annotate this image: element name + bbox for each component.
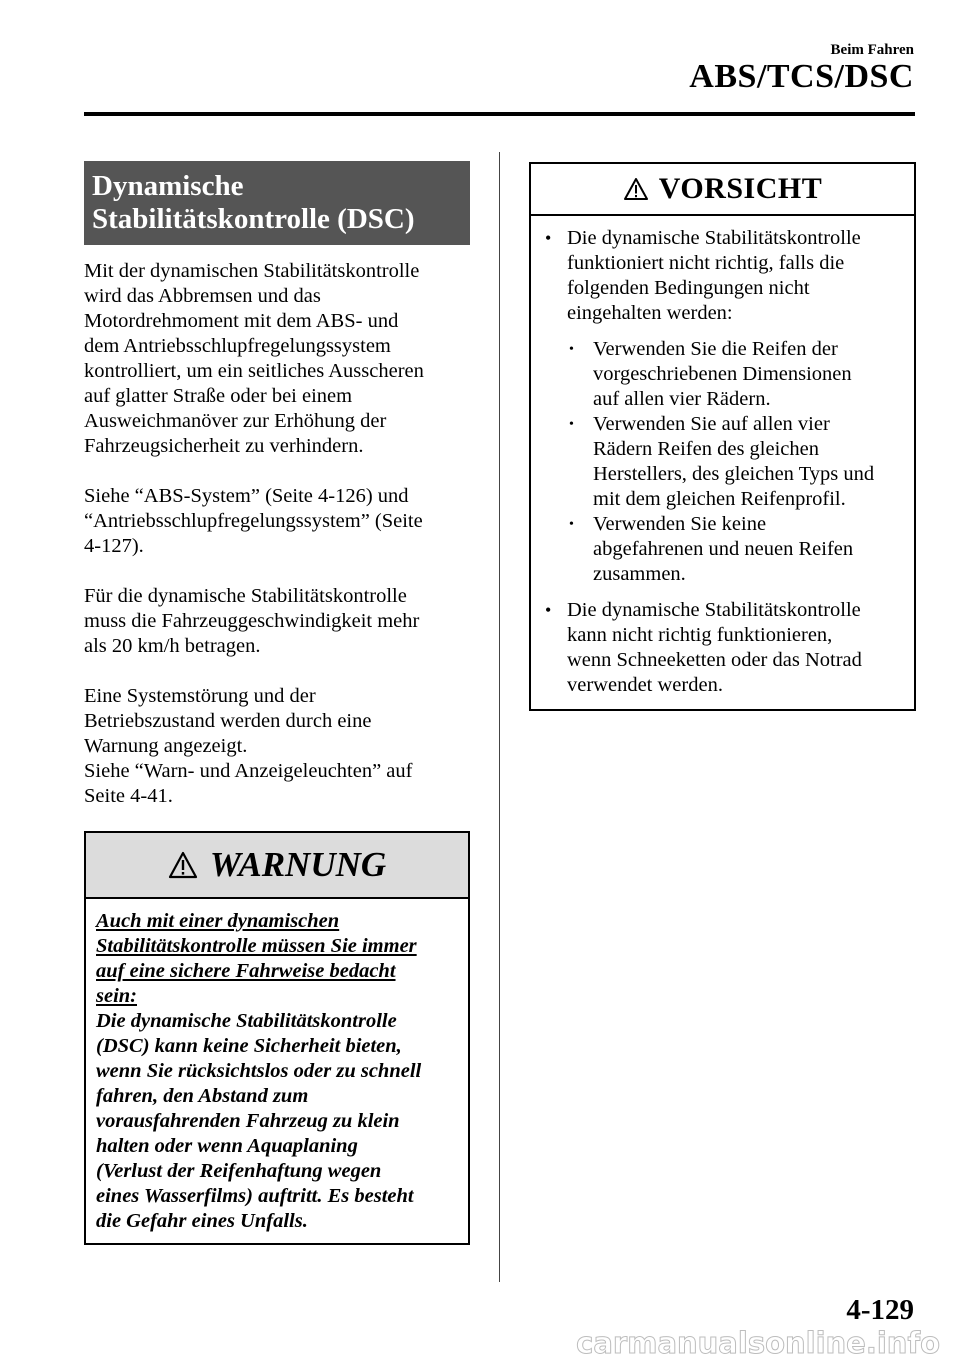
text-line: Für die dynamische Stabilitätskontrolle: [84, 585, 407, 607]
caution-line: Verwenden Sie auf allen vier: [593, 413, 830, 435]
caution-line: eingehalten werden:: [567, 302, 733, 324]
paragraph: [84, 584, 470, 659]
sub-bullet-icon: •: [569, 342, 574, 357]
section-title-line: Stabilitätskontrolle (DSC): [92, 203, 415, 235]
text-line: Mit der dynamischen Stabilitätskontrolle: [84, 260, 420, 282]
text-line: “Antriebsschlupfregelungssystem” (Seite: [84, 510, 423, 532]
warning-triangle-icon: [168, 851, 198, 879]
caution-line: verwendet werden.: [567, 674, 723, 696]
warning-label: WARNUNG: [209, 845, 387, 884]
caution-line: Rädern Reifen des gleichen: [593, 438, 819, 460]
paragraph: [84, 684, 470, 809]
caution-box: [529, 162, 916, 711]
caution-line: Herstellers, des gleichen Typs und: [593, 463, 875, 485]
column-divider: [499, 152, 500, 1282]
bullet-icon: •: [545, 600, 552, 620]
warning-line: (Verlust der Reifenhaftung wegen: [96, 1160, 382, 1182]
warning-line: Auch mit einer dynamischen: [96, 910, 340, 932]
text-line: Eine Systemstörung und der: [84, 685, 316, 707]
warning-line: Die dynamische Stabilitätskontrolle: [96, 1010, 397, 1032]
warning-box: [84, 831, 470, 1245]
caution-line: mit dem gleichen Reifenprofil.: [593, 488, 846, 510]
paragraph: [84, 484, 470, 559]
left-column: [84, 161, 470, 809]
sub-list-item: [539, 337, 906, 412]
list-item: [539, 226, 906, 326]
watermark: carmanualsonline.info: [576, 1326, 940, 1360]
header-title: ABS/TCS/DSC: [689, 58, 914, 95]
warning-line: die Gefahr eines Unfalls.: [96, 1210, 308, 1232]
caution-line: Die dynamische Stabilitätskontrolle: [567, 227, 861, 249]
sub-bullet-icon: •: [569, 417, 574, 432]
bullet-icon: •: [545, 228, 552, 248]
warning-line: auf eine sichere Fahrweise bedacht: [96, 960, 396, 982]
sub-list-item: [539, 412, 906, 512]
section-title-line: Dynamische: [92, 170, 244, 202]
text-line: Seite 4-41.: [84, 785, 173, 807]
caution-line: wenn Schneeketten oder das Notrad: [567, 649, 862, 671]
header-subtitle: Beim Fahren: [830, 42, 914, 58]
warning-line: fahren, den Abstand zum: [96, 1085, 309, 1107]
caution-line: abgefahrenen und neuen Reifen: [593, 538, 854, 560]
warning-line: wenn Sie rücksichtslos oder zu schnell: [96, 1060, 422, 1082]
section-title: [84, 161, 470, 245]
text-line: Warnung angezeigt.: [84, 735, 248, 757]
text-line: kontrolliert, um ein seitliches Ausscheren: [84, 360, 424, 382]
warning-line: (DSC) kann keine Sicherheit bieten,: [96, 1035, 402, 1057]
caution-line: auf allen vier Rädern.: [593, 388, 771, 410]
warning-triangle-icon: [623, 177, 649, 201]
warning-line: sein:: [96, 985, 137, 1007]
caution-line: kann nicht richtig funktionieren,: [567, 624, 833, 646]
text-line: Fahrzeugsicherheit zu verhindern.: [84, 435, 364, 457]
warning-line: vorausfahrenden Fahrzeug zu klein: [96, 1110, 400, 1132]
warning-line: halten oder wenn Aquaplaning: [96, 1135, 358, 1157]
text-line: auf glatter Straße oder bei einem: [84, 385, 353, 407]
caution-label: VORSICHT: [658, 172, 823, 205]
caution-header: [531, 164, 914, 216]
text-line: wird das Abbremsen und das: [84, 285, 321, 307]
warning-line: Stabilitätskontrolle müssen Sie immer: [96, 935, 417, 957]
page-number: 4-129: [846, 1294, 914, 1326]
text-line: Motordrehmoment mit dem ABS- und: [84, 310, 399, 332]
text-line: Siehe “Warn- und Anzeigeleuchten” auf: [84, 760, 413, 782]
sub-list-item: [539, 512, 906, 587]
text-line: Betriebszustand werden durch eine: [84, 710, 372, 732]
caution-line: funktioniert nicht richtig, falls die: [567, 252, 845, 274]
caution-line: Verwenden Sie keine: [593, 513, 767, 535]
caution-line: Die dynamische Stabilitätskontrolle: [567, 599, 861, 621]
text-line: Siehe “ABS-System” (Seite 4-126) und: [84, 485, 409, 507]
text-line: Ausweichmanöver zur Erhöhung der: [84, 410, 387, 432]
caution-line: vorgeschriebenen Dimensionen: [593, 363, 852, 385]
sub-bullet-icon: •: [569, 517, 574, 532]
warning-header: [86, 833, 468, 899]
caution-line: folgenden Bedingungen nicht: [567, 277, 810, 299]
paragraph: [84, 259, 470, 459]
list-item: [539, 598, 906, 698]
caution-line: Verwenden Sie die Reifen der: [593, 338, 838, 360]
warning-line: eines Wasserfilms) auftritt. Es besteht: [96, 1185, 414, 1207]
text-line: als 20 km/h betragen.: [84, 635, 261, 657]
text-line: muss die Fahrzeuggeschwindigkeit mehr: [84, 610, 420, 632]
header-rule: [84, 112, 915, 116]
caution-body: [531, 216, 914, 698]
text-line: dem Antriebsschlupfregelungssystem: [84, 335, 391, 357]
caution-line: zusammen.: [593, 563, 686, 585]
text-line: 4-127).: [84, 535, 144, 557]
warning-body: [86, 899, 468, 1234]
